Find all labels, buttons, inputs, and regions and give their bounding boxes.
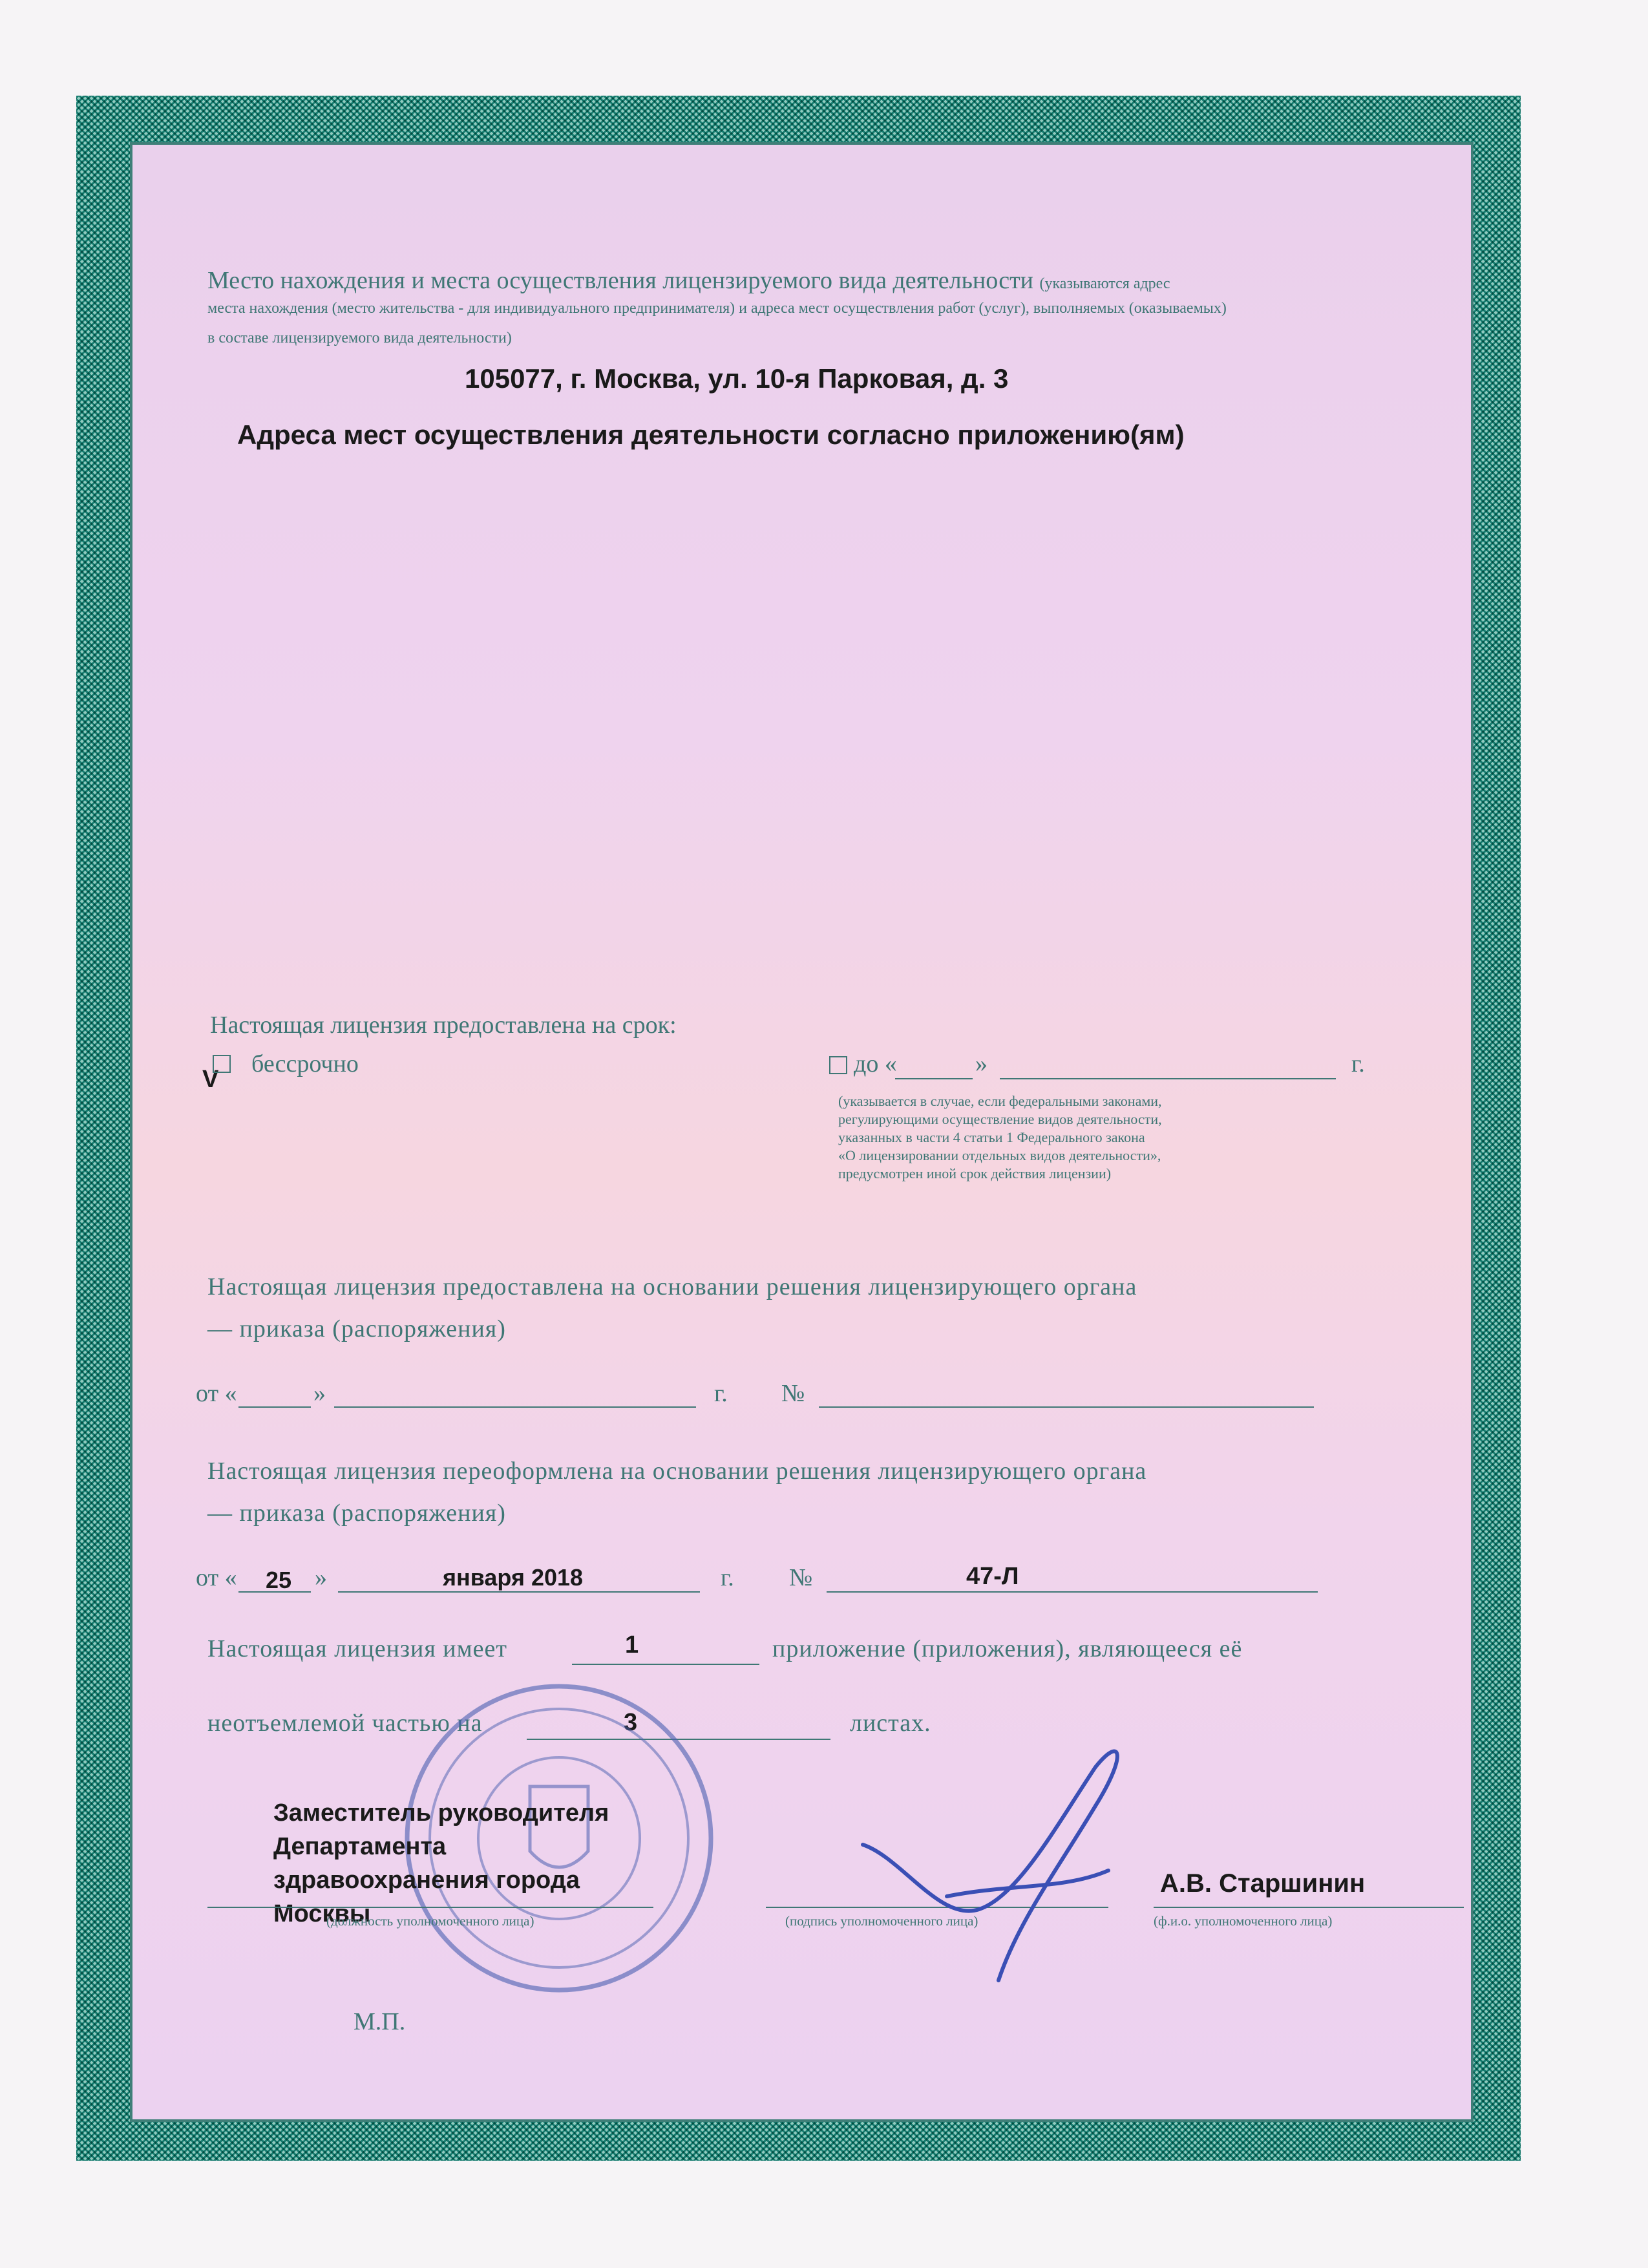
term-month-line [1000,1078,1336,1079]
term-unlimited: бессрочно [251,1050,359,1077]
grant-day-line [238,1406,311,1408]
grant-number-sign: № [781,1380,805,1407]
grant-number-line [819,1406,1314,1408]
grant-basis-line-1: Настоящая лицензия предоставлена на основании решения лицензирующего органа [207,1273,1137,1300]
reissue-number: 47-Л [966,1563,1019,1590]
appendix-text-2: приложение (приложения), являющееся её [772,1635,1243,1662]
position-line [207,1907,653,1908]
reissue-number-sign: № [789,1564,813,1591]
reissue-basis-line-1: Настоящая лицензия переоформлена на основании решения лицензирующего органа [207,1457,1147,1485]
reissue-from-open: от « [196,1564,237,1591]
location-heading: Место нахождения и места осуществления лицензируемого вида деятельности (указываются адрес [207,267,1170,294]
reissue-year-label: г. [721,1564,734,1591]
grant-close: » [313,1380,326,1407]
caption-name: (ф.и.о. уполномоченного лица) [1154,1913,1333,1929]
term-year-label: г. [1351,1050,1365,1077]
appendix-count-line [572,1664,759,1665]
address: 105077, г. Москва, ул. 10-я Парковая, д. 3 [465,363,1009,394]
stamp-place: М.П. [354,2008,406,2035]
name-line [1154,1907,1464,1908]
grant-basis-line-2: — приказа (распоряжения) [207,1315,506,1342]
grant-year-label: г. [714,1380,728,1407]
term-until-close: » [975,1050,988,1077]
appendix-count: 1 [625,1631,639,1659]
license-page [130,142,1474,2122]
reissue-number-line [827,1591,1318,1593]
signer-position: Заместитель руководителя Департамента здравоохранения города Москвы [273,1799,609,1927]
caption-position: (должность уполномоченного лица) [326,1913,534,1929]
reissue-close: » [315,1564,327,1591]
license-border [76,96,1521,2161]
reissue-day: 25 [266,1567,292,1593]
signer-name: А.В. Старшинин [1160,1869,1366,1898]
reissue-month-line [338,1591,700,1593]
reissue-basis-line-2: — приказа (распоряжения) [207,1500,506,1527]
term-day-line [895,1078,973,1079]
appendix-text-4: листах. [850,1710,931,1737]
term-label: Настоящая лицензия предоставлена на срок: [210,1012,677,1039]
address-note: Адреса мест осуществления деятельности согласно приложению(ям) [237,419,1185,450]
appendix-sheets: 3 [624,1709,638,1736]
grant-month-line [334,1406,696,1408]
location-hint-line-3: в составе лицензируемого вида деятельности) [207,330,512,346]
term-until-checkbox [829,1056,847,1074]
grant-from-open: от « [196,1380,237,1407]
location-hint-line-2: места нахождения (место жительства - для индивидуального предпринимателя) и адреса мест осуществления работ (услуг), выполняемых (оказываемых) [207,300,1227,317]
appendix-text-1: Настоящая лицензия имеет [207,1635,508,1662]
term-until-open: до « [854,1050,897,1077]
caption-signature: (подпись уполномоченного лица) [785,1913,978,1929]
reissue-month-year: января 2018 [443,1564,584,1591]
appendix-text-3: неотъемлемой частью на [207,1710,483,1737]
handwritten-signature-icon [850,1728,1199,2000]
term-note: (указывается в случае, если федеральными законами, регулирующими осуществление видов деятельности, указанных в части 4 статьи 1 Федерального закона «О лицензировании отдельных видов деятельности», предусмотрен иной срок действия лицензии) [838,1093,1162,1182]
term-unlimited-checkbox [213,1055,231,1073]
term-checkmark: V [202,1066,219,1093]
